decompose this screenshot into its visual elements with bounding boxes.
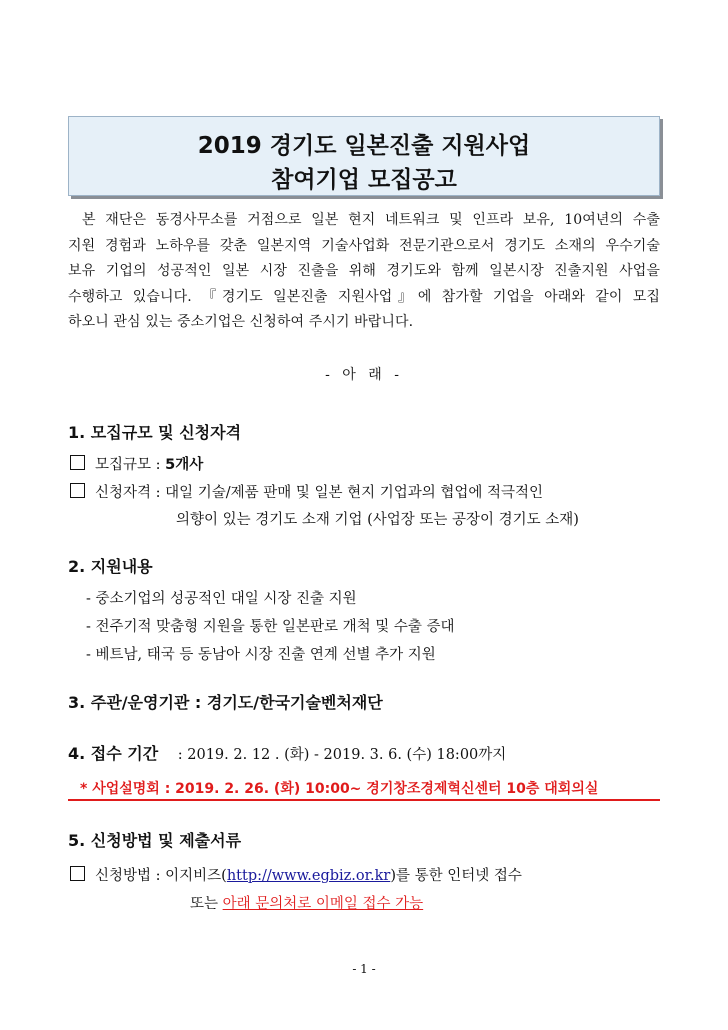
section4-heading — [68, 741, 506, 764]
below-label: - 아 래 - — [325, 367, 403, 383]
qual-row — [70, 481, 543, 502]
qual-label: 신청자격 : — [95, 485, 161, 501]
page-number: - 1 - — [352, 962, 376, 976]
support-item-1: - 중소기업의 성공적인 대일 시장 진출 지원 — [86, 591, 357, 607]
method-row — [70, 864, 522, 885]
checkbox-icon — [70, 483, 85, 498]
title-box — [68, 116, 660, 196]
method-prefix: 이지비즈( — [165, 868, 227, 884]
method-suffix: )를 통한 인터넷 접수 — [390, 868, 522, 884]
qual-line-2: 의향이 있는 경기도 소재 기업 (사업장 또는 공장이 경기도 소재) — [176, 512, 579, 528]
alt-text: 아래 문의처로 이메일 접수 가능 — [222, 896, 424, 912]
intro-line-2: 지원 경험과 노하우를 갖춘 일본지역 기술사업화 전문기관으로서 경기도 소재의 우수기술 — [68, 237, 660, 254]
checkbox-icon — [70, 455, 85, 470]
intro-line-4: 수행하고 있습니다. 『경기도 일본진출 지원사업』에 참가할 기업을 아래와 같이 모집 — [68, 288, 660, 305]
checkbox-icon — [70, 866, 85, 881]
qual-line-1: 대일 기술/제품 판매 및 일본 현지 기업과의 협업에 적극적인 — [165, 485, 544, 501]
intro-line-1: 본 재단은 동경사무소를 거점으로 일본 현지 네트워크 및 인프라 보유, 10여년의 수출 — [82, 212, 660, 228]
intro-line-3: 보유 기업의 성공적인 일본 시장 진출을 위해 경기도와 함께 일본시장 진출지원 사업을 — [68, 263, 660, 279]
support-item-2: - 전주기적 맞춤형 지원을 통한 일본판로 개척 및 수출 증대 — [86, 619, 455, 635]
scale-row — [70, 453, 203, 474]
period-text: : 2019. 2. 12 . (화) - 2019. 3. 6. (수) 18:00까지 — [177, 747, 507, 763]
alt-method-row — [190, 892, 423, 913]
title-line-2: 참여기업 모집공고 — [271, 167, 457, 193]
section4-title: 4. 접수 기간 — [68, 744, 159, 763]
intro-line-5: 하오니 관심 있는 중소기업은 신청하여 주시기 바랍니다. — [68, 314, 414, 330]
section1-heading: 1. 모집규모 및 신청자격 — [68, 423, 242, 442]
scale-label: 모집규모 : — [95, 457, 161, 473]
section2-heading: 2. 지원내용 — [68, 557, 153, 576]
scale-value: 5개사 — [165, 457, 204, 473]
section5-heading: 5. 신청방법 및 제출서류 — [68, 831, 242, 850]
intro-paragraph — [68, 208, 660, 336]
method-label: 신청방법 : — [95, 868, 161, 884]
briefing-underline — [68, 799, 660, 801]
briefing-notice: * 사업설명회 : 2019. 2. 26. (화) 10:00~ 경기창조경제혁신센터 10층 대회의실 — [80, 781, 599, 797]
title-line-1: 2019 경기도 일본진출 지원사업 — [197, 133, 531, 159]
alt-prefix: 또는 — [190, 896, 219, 912]
support-item-3: - 베트남, 태국 등 동남아 시장 진출 연계 선별 추가 지원 — [86, 647, 436, 663]
egbiz-link[interactable]: http://www.egbiz.or.kr — [226, 868, 391, 884]
section3-heading: 3. 주관/운영기관 : 경기도/한국기술벤처재단 — [68, 693, 383, 712]
